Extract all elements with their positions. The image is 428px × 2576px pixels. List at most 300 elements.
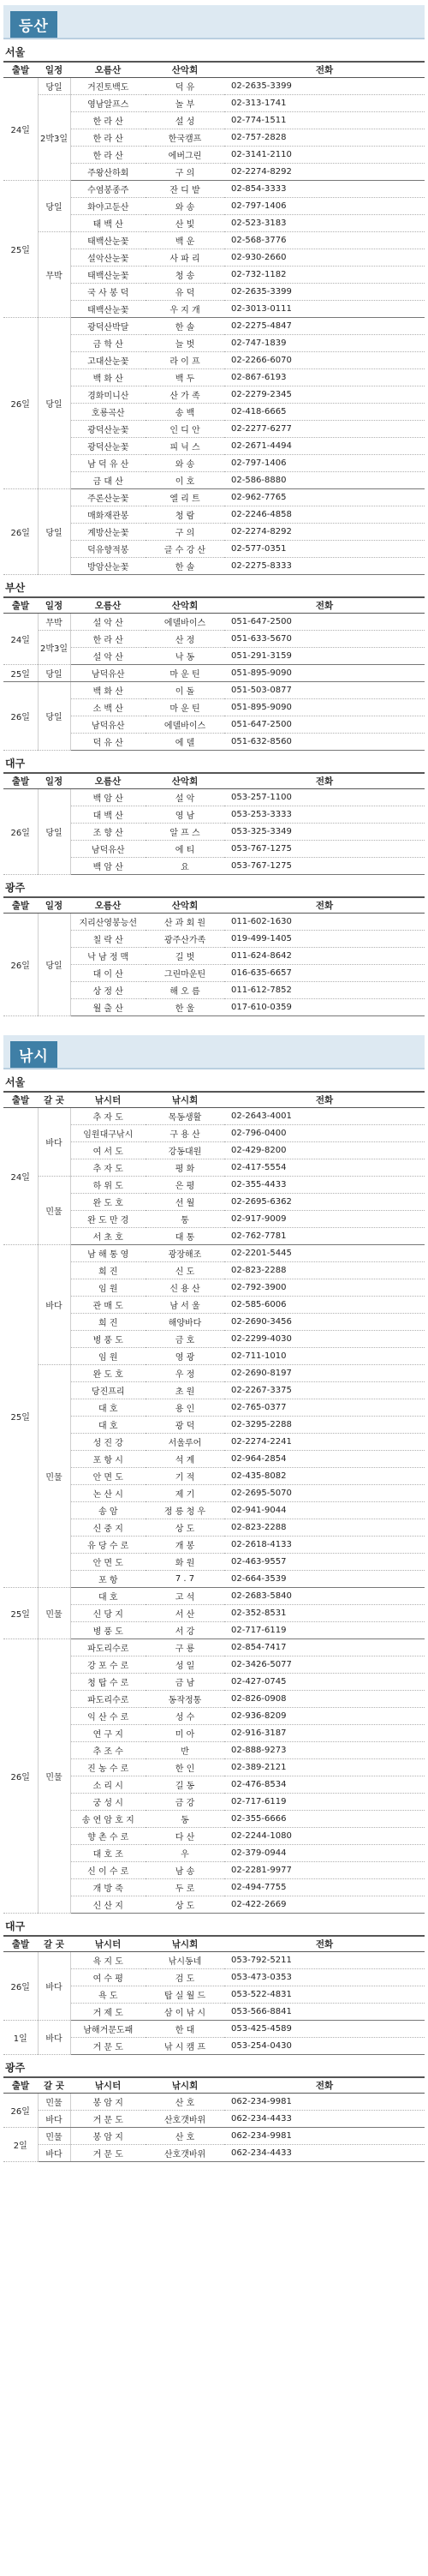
destination-cell: 임 원 <box>70 1279 146 1297</box>
phone-cell: 02-757-2828 <box>224 129 425 147</box>
club-cell: 글 수 강 산 <box>146 541 224 558</box>
header-row <box>3 897 425 914</box>
column-header: 낚시회 <box>146 2077 224 2094</box>
destination-cell: 상 정 산 <box>70 982 146 999</box>
phone-cell: 02-2281-9977 <box>224 1862 425 1879</box>
day-cell: 26일 <box>3 914 38 1016</box>
destination-cell: 한 라 산 <box>70 147 146 164</box>
destination-cell: 궁 성 시 <box>70 1794 146 1811</box>
trip-cell: 2박3일 <box>38 631 70 665</box>
column-header: 전화 <box>224 2077 425 2094</box>
destination-cell: 한 라 산 <box>70 112 146 129</box>
table-row <box>3 95 425 112</box>
destination-cell: 광덕산눈꽃 <box>70 438 146 455</box>
phone-cell: 02-2695-6362 <box>224 1194 425 1211</box>
destination-cell: 태백산눈꽃 <box>70 267 146 284</box>
destination-cell: 거 문 도 <box>70 2111 146 2128</box>
phone-cell: 02-476-8534 <box>224 1776 425 1794</box>
club-cell: 신 도 <box>146 1262 224 1279</box>
club-cell: 낚 시 캠 프 <box>146 2038 224 2055</box>
club-cell: 서 산 <box>146 1605 224 1622</box>
club-cell: 정 릉 청 우 <box>146 1502 224 1519</box>
phone-cell: 02-2267-3375 <box>224 1382 425 1399</box>
club-cell: 상 도 <box>146 1896 224 1914</box>
phone-cell: 02-586-8880 <box>224 472 425 489</box>
destination-cell: 임 원 <box>70 1348 146 1365</box>
club-cell: 우 정 <box>146 1365 224 1382</box>
club-cell: 금 호 <box>146 1331 224 1348</box>
destination-cell: 대 호 조 <box>70 1845 146 1862</box>
table-row <box>3 318 425 335</box>
trip-cell: 민물 <box>38 1588 70 1639</box>
club-cell: 우 지 개 <box>146 301 224 318</box>
phone-cell: 02-3295-2288 <box>224 1417 425 1434</box>
column-header: 출발 <box>3 2077 38 2094</box>
header-row <box>3 2077 425 2094</box>
destination-cell: 조 향 산 <box>70 824 146 841</box>
club-cell: 그린마운틴 <box>146 965 224 982</box>
table-row <box>3 2145 425 2162</box>
destination-cell: 개 방 죽 <box>70 1879 146 1896</box>
listing-table <box>3 2076 425 2162</box>
trip-cell: 2박3일 <box>38 95 70 181</box>
club-cell: 라 이 프 <box>146 352 224 369</box>
column-header: 전화 <box>224 1092 425 1108</box>
phone-cell: 053-767-1275 <box>224 841 425 858</box>
listing-table <box>3 772 425 875</box>
column-header: 낚시회 <box>146 1936 224 1952</box>
club-cell: 유 덕 <box>146 284 224 301</box>
trip-cell: 바다 <box>38 1245 70 1365</box>
destination-cell: 설악산눈꽃 <box>70 249 146 267</box>
destination-cell: 향 촌 수 로 <box>70 1828 146 1845</box>
club-cell: 한국캠프 <box>146 129 224 147</box>
phone-cell: 02-435-8082 <box>224 1468 425 1485</box>
destination-cell: 금 학 산 <box>70 335 146 352</box>
phone-cell: 011-624-8642 <box>224 948 425 965</box>
destination-cell: 송 연 암 호 지 <box>70 1811 146 1828</box>
club-cell: 우 <box>146 1845 224 1862</box>
club-cell: 대 통 <box>146 1228 224 1245</box>
day-cell: 26일 <box>3 789 38 875</box>
club-cell: 은 평 <box>146 1177 224 1194</box>
club-cell: 성 일 <box>146 1656 224 1674</box>
column-header: 일정 <box>38 897 70 914</box>
phone-cell: 02-711-1010 <box>224 1348 425 1365</box>
section-gap <box>3 1016 425 1030</box>
region-label: 서울 <box>5 1076 26 1088</box>
phone-cell: 02-854-3333 <box>224 181 425 198</box>
destination-cell: 대 이 산 <box>70 965 146 982</box>
table-row <box>3 789 425 806</box>
phone-cell: 02-2643-4001 <box>224 1108 425 1125</box>
phone-cell: 019-499-1405 <box>224 931 425 948</box>
club-cell: 용 인 <box>146 1399 224 1417</box>
destination-cell: 포 항 <box>70 1571 146 1588</box>
destination-cell: 서 초 호 <box>70 1228 146 1245</box>
phone-cell: 02-389-2121 <box>224 1759 425 1776</box>
phone-cell: 02-2246-4858 <box>224 506 425 524</box>
column-header: 전화 <box>224 897 425 914</box>
destination-cell: 희 진 <box>70 1314 146 1331</box>
destination-cell: 신 이 수 로 <box>70 1862 146 1879</box>
phone-cell: 02-3426-5077 <box>224 1656 425 1674</box>
destination-cell: 대 호 <box>70 1399 146 1417</box>
club-cell: 에델바이스 <box>146 716 224 734</box>
club-cell: 구 의 <box>146 164 224 181</box>
destination-cell: 완 도 호 <box>70 1365 146 1382</box>
header-row <box>3 773 425 789</box>
club-cell: 산 호 <box>146 2094 224 2111</box>
destination-cell: 수염봉종주 <box>70 181 146 198</box>
table-row <box>3 665 425 682</box>
club-cell: 백 두 <box>146 369 224 386</box>
destination-cell: 송 암 <box>70 1502 146 1519</box>
column-header: 낚시터 <box>70 1092 146 1108</box>
club-cell: 구 용 산 <box>146 1125 224 1142</box>
destination-cell: 거 문 도 <box>70 2038 146 2055</box>
phone-cell: 02-797-1406 <box>224 455 425 472</box>
destination-cell: 신 당 지 <box>70 1605 146 1622</box>
club-cell: 요 <box>146 858 224 875</box>
club-cell: 제 기 <box>146 1485 224 1502</box>
phone-cell: 053-566-8841 <box>224 2004 425 2021</box>
destination-cell: 파도리수로 <box>70 1691 146 1708</box>
destination-cell: 남 덕 유 산 <box>70 455 146 472</box>
phone-cell: 062-234-4433 <box>224 2145 425 2162</box>
club-cell: 서 강 <box>146 1622 224 1639</box>
destination-cell: 대 호 <box>70 1588 146 1605</box>
day-cell: 24일 <box>3 614 38 665</box>
club-cell: 청 송 <box>146 267 224 284</box>
phone-cell: 02-941-9044 <box>224 1502 425 1519</box>
club-cell: 통 <box>146 1211 224 1228</box>
destination-cell: 주왕산하회 <box>70 164 146 181</box>
header-row <box>3 597 425 614</box>
destination-cell: 덕 유 산 <box>70 734 146 751</box>
trip-cell: 당일 <box>38 318 70 489</box>
phone-cell: 051-647-2500 <box>224 716 425 734</box>
club-cell: 송 백 <box>146 404 224 421</box>
phone-cell: 02-2277-6277 <box>224 421 425 438</box>
phone-cell: 02-494-7755 <box>224 1879 425 1896</box>
club-cell: 상 도 <box>146 1519 224 1537</box>
trip-cell: 민물 <box>38 1177 70 1245</box>
club-cell: 해양바다 <box>146 1314 224 1331</box>
club-cell: 검 도 <box>146 1969 224 1986</box>
club-cell: 성 수 <box>146 1708 224 1725</box>
trip-cell: 바다 <box>38 1952 70 2021</box>
phone-cell: 051-503-0877 <box>224 682 425 699</box>
phone-cell: 02-577-0351 <box>224 541 425 558</box>
destination-cell: 추 자 도 <box>70 1159 146 1177</box>
club-cell: 백 운 <box>146 232 224 249</box>
destination-cell: 낙 남 정 맥 <box>70 948 146 965</box>
club-cell: 설 악 <box>146 789 224 806</box>
phone-cell: 02-313-1741 <box>224 95 425 112</box>
table-row <box>3 1952 425 1969</box>
destination-cell: 임원대구낚시 <box>70 1125 146 1142</box>
column-header: 출발 <box>3 773 38 789</box>
column-header: 산악회 <box>146 773 224 789</box>
region-label: 대구 <box>5 1920 26 1932</box>
phone-cell: 02-2275-4847 <box>224 318 425 335</box>
day-cell: 25일 <box>3 1245 38 1588</box>
club-cell: 선 월 <box>146 1194 224 1211</box>
listing-table <box>3 1935 425 2055</box>
phone-cell: 02-823-2288 <box>224 1519 425 1537</box>
club-cell: 엘 리 트 <box>146 489 224 506</box>
phone-cell: 02-797-1406 <box>224 198 425 215</box>
club-cell: 낚시동네 <box>146 1952 224 1969</box>
destination-cell: 광덕산박달 <box>70 318 146 335</box>
club-cell: 기 적 <box>146 1468 224 1485</box>
trip-cell: 바다 <box>38 2021 70 2055</box>
phone-cell: 02-2275-8333 <box>224 558 425 575</box>
destination-cell: 남덕유산 <box>70 665 146 682</box>
phone-cell: 053-253-3333 <box>224 806 425 824</box>
club-cell: 금 남 <box>146 1674 224 1691</box>
day-cell: 25일 <box>3 181 38 318</box>
region-label: 광주 <box>5 882 26 894</box>
destination-cell: 화야고둔산 <box>70 198 146 215</box>
destination-cell: 덕유향적봉 <box>70 541 146 558</box>
club-cell: 남 서 울 <box>146 1297 224 1314</box>
destination-cell: 태백산눈꽃 <box>70 301 146 318</box>
phone-cell: 051-895-9090 <box>224 699 425 716</box>
destination-cell: 욕 도 <box>70 1986 146 2004</box>
trip-cell: 당일 <box>38 914 70 1016</box>
trip-cell: 민물 <box>38 1639 70 1914</box>
club-cell: 구 룡 <box>146 1639 224 1656</box>
phone-cell: 02-2279-2345 <box>224 386 425 404</box>
club-cell: 낙 동 <box>146 648 224 665</box>
phone-cell: 011-602-1630 <box>224 914 425 931</box>
table-row <box>3 1639 425 1656</box>
phone-cell: 016-635-6657 <box>224 965 425 982</box>
club-cell: 한 울 <box>146 999 224 1016</box>
destination-cell: 경화미니산 <box>70 386 146 404</box>
column-header: 갈 곳 <box>38 2077 70 2094</box>
phone-cell: 053-473-0353 <box>224 1969 425 1986</box>
club-cell: 산 빛 <box>146 215 224 232</box>
phone-cell: 02-523-3183 <box>224 215 425 232</box>
phone-cell: 02-427-0745 <box>224 1674 425 1691</box>
destination-cell: 칠 락 산 <box>70 931 146 948</box>
club-cell: 신 용 산 <box>146 1279 224 1297</box>
table-row <box>3 1177 425 1194</box>
phone-cell: 062-234-9981 <box>224 2094 425 2111</box>
destination-cell: 논 산 시 <box>70 1485 146 1502</box>
destination-cell: 태백산눈꽃 <box>70 232 146 249</box>
club-cell: 남 송 <box>146 1862 224 1879</box>
phone-cell: 062-234-4433 <box>224 2111 425 2128</box>
club-cell: 7 . 7 <box>146 1571 224 1588</box>
club-cell: 초 원 <box>146 1382 224 1399</box>
club-cell: 미 아 <box>146 1725 224 1742</box>
phone-cell: 02-2695-5070 <box>224 1485 425 1502</box>
phone-cell: 02-429-8200 <box>224 1142 425 1159</box>
phone-cell: 02-2635-3399 <box>224 284 425 301</box>
table-row <box>3 1588 425 1605</box>
club-cell: 와 송 <box>146 455 224 472</box>
phone-cell: 02-792-3900 <box>224 1279 425 1297</box>
club-cell: 두 로 <box>146 1879 224 1896</box>
phone-cell: 053-325-3349 <box>224 824 425 841</box>
destination-cell: 설 악 산 <box>70 614 146 631</box>
destination-cell: 거진토백도 <box>70 78 146 95</box>
day-cell: 26일 <box>3 1952 38 2021</box>
table-row <box>3 489 425 506</box>
destination-cell: 설 악 산 <box>70 648 146 665</box>
club-cell: 영 남 <box>146 806 224 824</box>
phone-cell: 02-854-7417 <box>224 1639 425 1656</box>
club-cell: 광장해조 <box>146 1245 224 1262</box>
club-cell: 덕 유 <box>146 78 224 95</box>
destination-cell: 신 산 지 <box>70 1896 146 1914</box>
club-cell: 와 송 <box>146 198 224 215</box>
phone-cell: 02-355-4433 <box>224 1177 425 1194</box>
destination-cell: 대 호 <box>70 1417 146 1434</box>
destination-cell: 병 풍 도 <box>70 1331 146 1348</box>
column-header: 낚시회 <box>146 1092 224 1108</box>
club-cell: 한 솔 <box>146 558 224 575</box>
trip-cell: 바다 <box>38 1108 70 1177</box>
listing-table <box>3 61 425 575</box>
phone-cell: 051-647-2500 <box>224 614 425 631</box>
listings-page <box>3 5 425 2176</box>
phone-cell: 02-930-2660 <box>224 249 425 267</box>
phone-cell: 02-962-7765 <box>224 489 425 506</box>
destination-cell: 매화재관봉 <box>70 506 146 524</box>
club-cell: 산호갯바위 <box>146 2145 224 2162</box>
column-header: 전화 <box>224 1936 425 1952</box>
destination-cell: 추 자 도 <box>70 1108 146 1125</box>
destination-cell: 지리산영봉능선 <box>70 914 146 931</box>
column-header: 전화 <box>224 597 425 614</box>
club-cell: 에 델 <box>146 734 224 751</box>
day-cell: 26일 <box>3 318 38 489</box>
destination-cell: 계방산눈꽃 <box>70 524 146 541</box>
phone-cell: 02-379-0944 <box>224 1845 425 1862</box>
column-header: 산악회 <box>146 597 224 614</box>
column-header: 출발 <box>3 597 38 614</box>
phone-cell: 02-936-8209 <box>224 1708 425 1725</box>
phone-cell: 051-291-3159 <box>224 648 425 665</box>
club-cell: 에버그린 <box>146 147 224 164</box>
club-cell: 한 솔 <box>146 318 224 335</box>
phone-cell: 062-234-9981 <box>224 2128 425 2145</box>
phone-cell: 053-425-4589 <box>224 2021 425 2038</box>
table-row <box>3 181 425 198</box>
trip-cell: 민물 <box>38 2094 70 2111</box>
phone-cell: 02-888-9273 <box>224 1742 425 1759</box>
club-cell: 길 동 <box>146 1776 224 1794</box>
destination-cell: 대 백 산 <box>70 806 146 824</box>
destination-cell: 추 조 수 <box>70 1742 146 1759</box>
phone-cell: 051-895-9090 <box>224 665 425 682</box>
destination-cell: 당진프리 <box>70 1382 146 1399</box>
phone-cell: 02-352-8531 <box>224 1605 425 1622</box>
destination-cell: 완 도 호 <box>70 1194 146 1211</box>
section-gap <box>3 2162 425 2176</box>
header-row <box>3 62 425 78</box>
listing-table <box>3 1091 425 1914</box>
destination-cell: 태 백 산 <box>70 215 146 232</box>
phone-cell: 02-664-3539 <box>224 1571 425 1588</box>
phone-cell: 02-717-6119 <box>224 1622 425 1639</box>
destination-cell: 안 면 도 <box>70 1554 146 1571</box>
column-header: 출발 <box>3 897 38 914</box>
club-cell: 산 정 <box>146 631 224 648</box>
destination-cell: 거 제 도 <box>70 2004 146 2021</box>
phone-cell: 02-3141-2110 <box>224 147 425 164</box>
club-cell: 에델바이스 <box>146 614 224 631</box>
club-cell: 구 의 <box>146 524 224 541</box>
table-row <box>3 914 425 931</box>
phone-cell: 02-585-6006 <box>224 1297 425 1314</box>
phone-cell: 053-792-5211 <box>224 1952 425 1969</box>
table-row <box>3 2094 425 2111</box>
destination-cell: 소 백 산 <box>70 699 146 716</box>
table-row <box>3 614 425 631</box>
day-cell: 25일 <box>3 1588 38 1639</box>
destination-cell: 성 진 강 <box>70 1434 146 1451</box>
phone-cell: 02-2635-3399 <box>224 78 425 95</box>
destination-cell: 백 화 산 <box>70 682 146 699</box>
trip-cell: 당일 <box>38 181 70 232</box>
day-cell: 24일 <box>3 78 38 181</box>
phone-cell: 02-422-2669 <box>224 1896 425 1914</box>
region-label: 대구 <box>5 758 26 770</box>
destination-cell: 국 사 봉 덕 <box>70 284 146 301</box>
column-header: 갈 곳 <box>38 1092 70 1108</box>
phone-cell: 053-767-1275 <box>224 858 425 875</box>
phone-cell: 02-2201-5445 <box>224 1245 425 1262</box>
section-header <box>3 5 425 39</box>
phone-cell: 02-747-1839 <box>224 335 425 352</box>
club-cell: 영 광 <box>146 1348 224 1365</box>
table-row <box>3 2111 425 2128</box>
club-cell: 알 프 스 <box>146 824 224 841</box>
column-header: 오름산 <box>70 897 146 914</box>
phone-cell: 02-762-7781 <box>224 1228 425 1245</box>
header-row <box>3 1092 425 1108</box>
club-cell: 늘 벗 <box>146 335 224 352</box>
club-cell: 목동생활 <box>146 1108 224 1125</box>
phone-cell: 02-463-9557 <box>224 1554 425 1571</box>
phone-cell: 02-796-0400 <box>224 1125 425 1142</box>
destination-cell: 봉 암 지 <box>70 2128 146 2145</box>
phone-cell: 02-2618-4133 <box>224 1537 425 1554</box>
trip-cell: 무박 <box>38 614 70 631</box>
club-cell: 고 석 <box>146 1588 224 1605</box>
club-cell: 반 <box>146 1742 224 1759</box>
destination-cell: 소 리 시 <box>70 1776 146 1794</box>
club-cell: 삼 이 낚 시 <box>146 2004 224 2021</box>
phone-cell: 02-2266-6070 <box>224 352 425 369</box>
phone-cell: 02-2690-8197 <box>224 1365 425 1382</box>
destination-cell: 하 위 도 <box>70 1177 146 1194</box>
club-cell: 화 원 <box>146 1554 224 1571</box>
club-cell: 평 화 <box>146 1159 224 1177</box>
club-cell: 피 닉 스 <box>146 438 224 455</box>
club-cell: 마 운 틴 <box>146 665 224 682</box>
destination-cell: 주론산눈꽃 <box>70 489 146 506</box>
phone-cell: 02-568-3776 <box>224 232 425 249</box>
column-header: 출발 <box>3 1092 38 1108</box>
listing-table <box>3 896 425 1016</box>
